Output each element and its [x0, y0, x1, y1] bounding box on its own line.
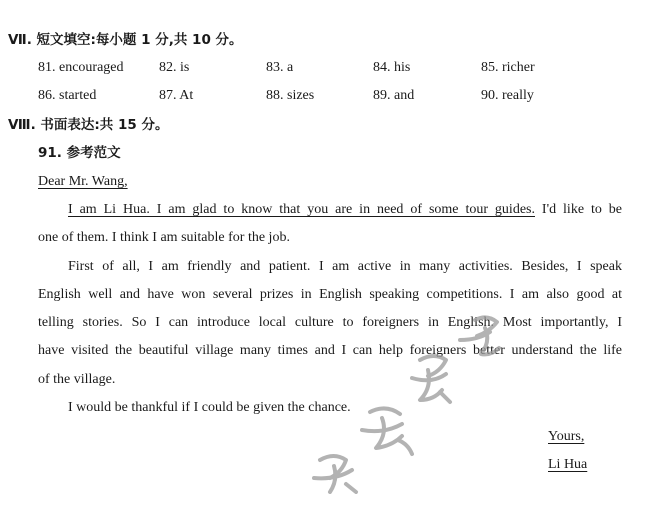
paragraph-2-line-4: have visited the beautiful village many times and I can help foreigners better understand the life [38, 343, 622, 358]
answer-86: 86. started [38, 88, 97, 103]
paragraph-2-line-3: telling stories. So I can introduce local culture to foreigners in English. Most importantly, I [38, 315, 622, 330]
paragraph-1-line-1-rest: I'd like to be [541, 202, 623, 217]
signature: Li Hua [548, 457, 588, 472]
answer-82: 82. is [159, 60, 190, 75]
closing: Yours, [548, 429, 585, 444]
section-8-heading: Ⅷ. 书面表达:共 15 分。 [8, 117, 169, 133]
highlighted-intro-sentence: I am Li Hua. I am glad to know that you are in need of some tour guides. [68, 202, 535, 217]
answer-87: 87. At [159, 88, 194, 103]
answer-85: 85. richer [481, 60, 535, 75]
answer-83: 83. a [266, 60, 294, 75]
salutation: Dear Mr. Wang, [38, 174, 128, 189]
paragraph-1-line-2: one of them. I think I am suitable for the job. [38, 230, 290, 245]
answer-81: 81. encouraged [38, 60, 124, 75]
paragraph-2-line-2: English well and have won several prizes in English speaking competitions. I am also good at [38, 287, 622, 302]
paragraph-3: I would be thankful if I could be given the chance. [68, 400, 351, 415]
paragraph-2-line-1: First of all, I am friendly and patient. I am active in many activities. Besides, I speak [68, 259, 622, 274]
section-7-heading: Ⅶ. 短文填空:每小题 1 分,共 10 分。 [8, 32, 243, 48]
answer-84: 84. his [373, 60, 411, 75]
paragraph-1-line-1 [68, 201, 622, 219]
sample-essay-title: 91. 参考范文 [38, 145, 121, 161]
answer-88: 88. sizes [266, 88, 315, 103]
answer-90: 90. really [481, 88, 534, 103]
answer-89: 89. and [373, 88, 415, 103]
paragraph-2-line-5: of the village. [38, 372, 116, 387]
